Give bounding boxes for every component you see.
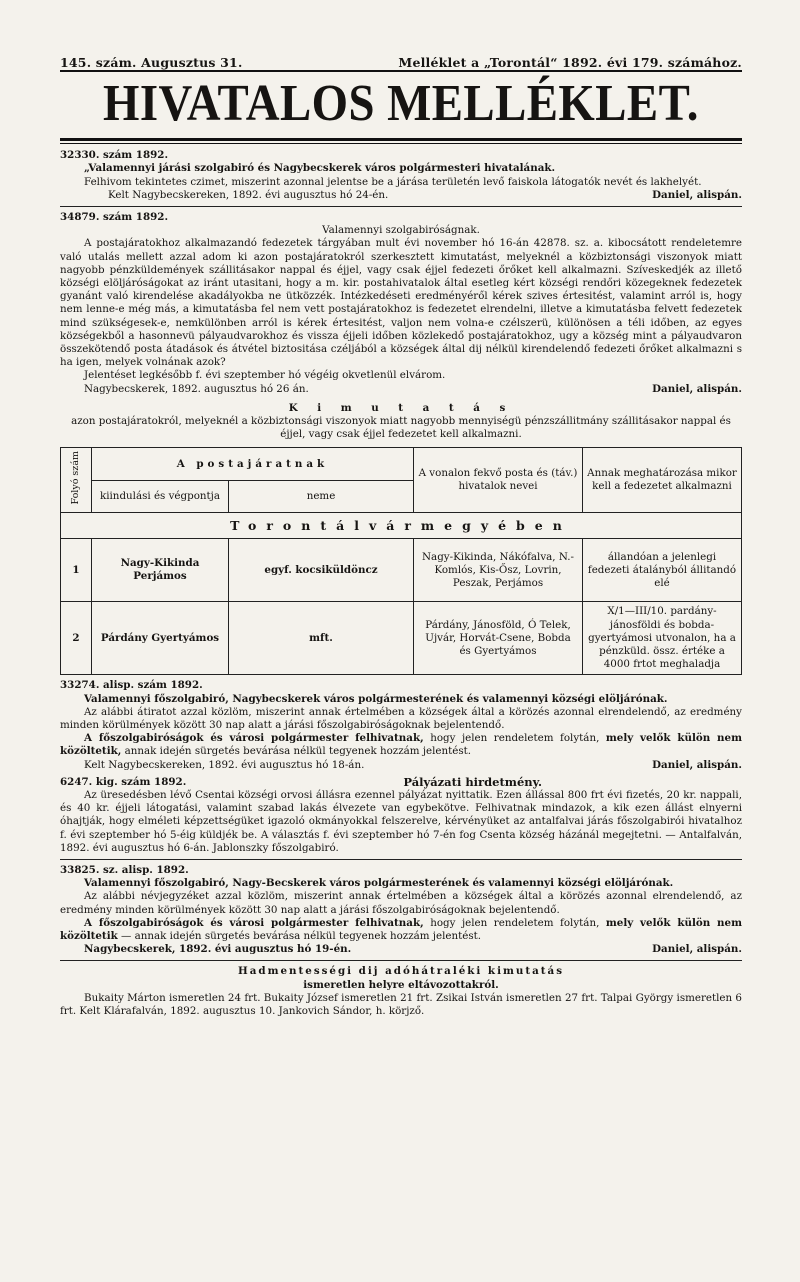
notice-signature: Daniel, alispán. bbox=[652, 943, 742, 956]
notice-addressee: „Valamennyi járási szolgabiró és Nagybecskerek város polgármesteri hivatalának. bbox=[84, 162, 556, 175]
notice-34879 bbox=[60, 211, 742, 396]
page-title: HIVATALOS MELLÉKLET. bbox=[103, 75, 699, 133]
notice-date: Nagybecskerek, 1892. évi augusztus hó 19-én. bbox=[84, 943, 352, 956]
notice-body-2: A főszolgabiróságok és városi polgármester felhivatnak, hogy jelen rendeletem folytán, mely velők külön nem közöltetik, annak idején sürgetés bevárása nélkül tegyenek hozzám jelentést. bbox=[60, 732, 742, 758]
county-band: Torontálvármegyében bbox=[61, 513, 742, 539]
issue-number: 145. szám. Augusztus 31. bbox=[60, 55, 243, 70]
notice-date: Nagybecskerek, 1892. augusztus hó 26 án. bbox=[84, 382, 309, 395]
col-header-offices: A vonalon fekvő posta és (táv.) hivatalok nevei bbox=[414, 448, 583, 513]
notice-dateline bbox=[60, 189, 742, 202]
table-row bbox=[61, 602, 742, 675]
notice-6247 bbox=[60, 776, 742, 855]
notice-addressee: Valamennyi szolgabiróságnak. bbox=[322, 224, 480, 237]
col-header-route: kiindulási és végpontja bbox=[92, 480, 229, 512]
notice-heading: Pályázati hirdetmény. bbox=[403, 774, 542, 789]
col-header-cover: Annak meghatározása mikor kell a fedezetet alkalmazni bbox=[583, 448, 742, 513]
cell-cover: állandóan a jelenlegi fedezeti átalányból állitandó elé bbox=[583, 539, 742, 602]
statement-title: K i m u t a t á s bbox=[288, 401, 514, 414]
postal-route-table bbox=[60, 447, 742, 675]
notice-signature: Daniel, alispán. bbox=[652, 758, 742, 771]
notice-number: 33825. sz. alisp. 1892. bbox=[60, 864, 189, 877]
title-rule bbox=[60, 138, 742, 144]
cell-route: Párdány Gyertyámos bbox=[92, 602, 229, 675]
notice-number: 34879. szám 1892. bbox=[60, 211, 169, 224]
col-header-route-group: A postajáratnak bbox=[92, 448, 414, 480]
statement-subtitle: azon postajáratokról, melyeknél a közbiztonsági viszonyok miatt nagyobb mennyiségü pénzszállitmány szállitásakor nappal és éjjel, vagy csak éjjel fedezetet kell alkalmazni. bbox=[71, 415, 731, 441]
table-header-row bbox=[61, 448, 742, 480]
notice-addressee: Valamennyi főszolgabiró, Nagybecskerek város polgármesterének és valamennyi községi elöljárónak. bbox=[84, 692, 668, 705]
cell-kind: egyf. kocsiküldöncz bbox=[229, 539, 414, 602]
notice-signature: Daniel, alispán. bbox=[652, 188, 742, 201]
notice-32330 bbox=[60, 149, 742, 202]
notice-body: Az alábbi átiratot azzal közlöm, miszerint annak értelmében a községek által a körözés azonnal elrendelendő, az eredmény minden körülmények között 30 nap alatt a járási főszolgabiróságoknak bejelentendő. bbox=[60, 705, 742, 731]
notice-subheading: ismeretlen helyre eltávozottakról. bbox=[303, 978, 499, 991]
notice-body-2: Jelentéset legkésőbb f. évi szeptember hó végéig okvetlenül elvárom. bbox=[84, 369, 446, 382]
notice-body: Az alábbi névjegyzéket azzal közlöm, miszerint annak értelmében a községek által a körözés azonnal elrendelendő, az eredmény minden körülmények között 30 nap alatt a járási főszolgabiróságoknak bejelentendő. bbox=[60, 890, 742, 916]
supplement-note: Melléklet a „Torontál“ 1892. évi 179. számához. bbox=[398, 55, 742, 70]
masthead-line bbox=[60, 56, 742, 72]
cell-route: Nagy-Kikinda Perjámos bbox=[92, 539, 229, 602]
notice-dateline bbox=[60, 759, 742, 772]
notice-body: Felhivom tekintetes czimet, miszerint azonnal jelentse be a járása területén levő faiskola látogatók nevét és lakhelyét. bbox=[84, 175, 702, 188]
col-header-number: Folyó szám bbox=[61, 448, 92, 513]
table-band-row bbox=[61, 513, 742, 539]
notice-body-2: A főszolgabiróságok és városi polgármester felhivatnak, hogy jelen rendeletem folytán, mely velők külön nem közöltetik — annak idején sürgetés bevárása nélkül tegyenek hozzám jelentést. bbox=[60, 916, 742, 943]
notice-date: Kelt Nagybecskereken, 1892. évi augusztus hó 24-én. bbox=[108, 188, 389, 201]
cell-number: 1 bbox=[61, 539, 92, 602]
cell-cover: X/1—III/10. pardány-jánosföldi és bobda-gyertyámosi utvonalon, ha a pénzküld. össz. értéke a 4000 frtot meghaladja bbox=[583, 602, 742, 675]
tax-arrears-notice bbox=[60, 965, 742, 1018]
notice-heading: Hadmentességi dij adóhátraléki kimutatás bbox=[237, 965, 565, 978]
notice-number: 32330. szám 1892. bbox=[60, 149, 169, 162]
notice-33825 bbox=[60, 864, 742, 956]
divider bbox=[60, 859, 742, 860]
cell-kind: mft. bbox=[229, 602, 414, 675]
notice-33274 bbox=[60, 679, 742, 771]
col-header-kind: neme bbox=[229, 480, 414, 512]
notice-dateline bbox=[60, 383, 742, 396]
cell-offices: Nagy-Kikinda, Nákófalva, N.-Komlós, Kis-Ősz, Lovrin, Peszak, Perjámos bbox=[414, 539, 583, 602]
notice-addressee: Valamennyi főszolgabiró, Nagy-Becskerek város polgármesterének és valamennyi községi elöljárónak. bbox=[84, 877, 674, 890]
notice-body: Bukaity Márton ismeretlen 24 frt. Bukaity József ismeretlen 21 frt. Zsikai István ismeretlen 27 frt. Talpai György ismeretlen 6 frt. Kelt Klárafalván, 1892. augusztus 10. Jankovich Sándor, h. körjző. bbox=[60, 991, 742, 1018]
notice-date: Kelt Nagybecskereken, 1892. évi augusztus hó 18-án. bbox=[84, 758, 365, 771]
notice-body: Az üresedésben lévő Csentai községi orvosi állásra ezennel pályázat nyittatik. Ezen állással 800 frt évi fizetés, 20 kr. nappali, és 40 kr. éjjeli látogatási, valamint szabad lakás élvezete van egybekötve. Felhivatnak mindazok, a kik ezen állást elnyerni óhajtják, hogy elméleti képzettségüket igazoló okmányokkal felszerelve, kérvényüket az antalfalvai járás főszolgabirói hivatalhoz f. évi szeptember hó 5-éig küldjék be. A választás f. évi szeptember hó 7-én fog Csenta község házánál megejtetni. — Antalfalván, 1892. évi augusztus hó 6-án. Jablonszky főszolgabiró. bbox=[60, 789, 742, 854]
notice-number: 6247. kig. szám 1892. bbox=[60, 775, 187, 788]
postal-route-statement bbox=[60, 402, 742, 676]
table-row bbox=[61, 539, 742, 602]
notice-dateline bbox=[60, 943, 742, 956]
cell-number: 2 bbox=[61, 602, 92, 675]
divider bbox=[60, 960, 742, 961]
cell-offices: Párdány, Jánosföld, Ó Telek, Ujvár, Horvát-Csene, Bobda és Gyertyámos bbox=[414, 602, 583, 675]
notice-body: A postajáratokhoz alkalmazandó fedezetek tárgyában mult évi november hó 16-án 42878. sz. a. kibocsátott rendeletemre való utalás mellett azzal adom ki azon postajáratokról szerkesztett kimutatást, melyeknél a közbiztonsági viszonyok miatt nagyobb pénzküldemények szállitásakor nappal és éjjel, vagy csak éjjel fedezeti őrőket kell alkalmazni. Szíveskedjék az illető községi elöljáróságokat az iránt utasitani, hogy a m. kir. postahivatalok által esetleg kért községi rendőri közegeknek fedezetek gyanánt való kirendelése akadályokba ne ütközzék. Intézkedéseti eredményéről kérek szives értesitést, valamint arról is, hogy nem lenne-e még más, a kimutatásba fel nem vett postajáratokhoz is fedezetet elrendelni, illetve a kimutatásba felvett fedezetek mind szükségesek-e, nemkülönben arról is kérek értesitést, valjon nem volna-e czélszerü, különösen a téli időben, az egyes községekből a hasonnevü pályaudvarokhoz és vissza éjjeli időben közlekedő postajáratokhoz, ugy a község mint a pályaudvaron összekötendő posta átadások és átvétel biztositása czéljából a községek által dij nélkül kirendelendő fedezeti őrőket alkalmazni s ha igen, melyek volnának azok? bbox=[60, 237, 742, 369]
notice-number: 33274. alisp. szám 1892. bbox=[60, 679, 203, 692]
divider bbox=[60, 206, 742, 207]
notice-signature: Daniel, alispán. bbox=[652, 382, 742, 395]
